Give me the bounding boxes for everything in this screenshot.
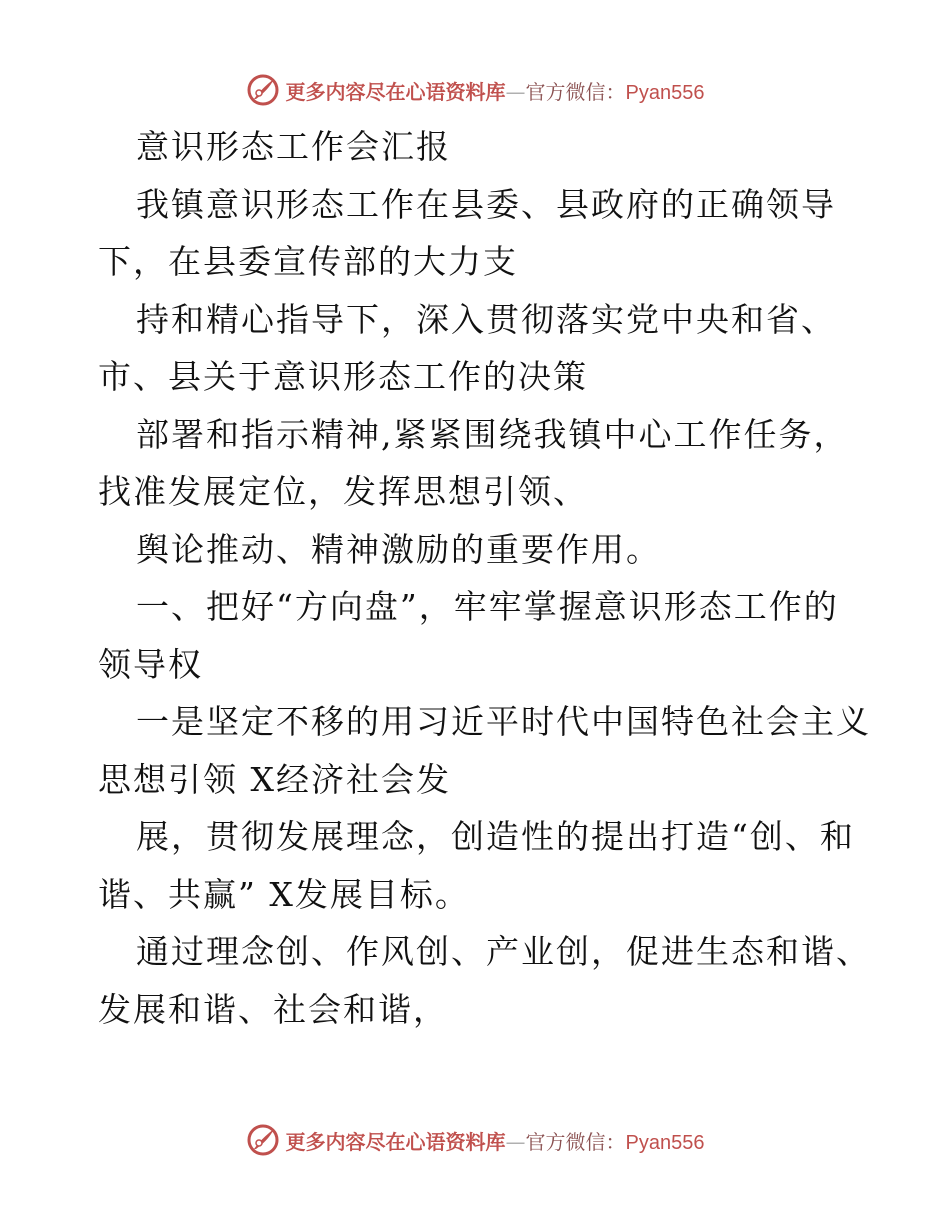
paragraph [98, 406, 858, 521]
text-line: 找准发展定位，发挥思想引领、 [98, 472, 588, 511]
paragraph [98, 923, 871, 1038]
text-line: 领导权 [98, 644, 203, 684]
watermark-text [286, 76, 705, 105]
section-heading [98, 578, 858, 693]
text-line: 通过理念创、作风创、产业创，促进生态和谐、 [136, 932, 871, 971]
paragraph [98, 521, 858, 579]
watermark-site: 更多内容尽在心语资料库 [285, 1129, 506, 1154]
text-line: 我镇意识形态工作在县委、县政府的正确领导 [136, 184, 836, 224]
text-line: 持和精心指导下，深入贯彻落实党中央和省、 [136, 299, 836, 339]
text-line: 意识形态工作会汇报 [136, 127, 451, 166]
paragraph [98, 808, 858, 923]
header-watermark [0, 70, 950, 110]
watermark-text [286, 1126, 705, 1155]
quill-logo-icon [246, 73, 280, 107]
text-line: 舆论推动、精神激励的重要作用。 [136, 529, 661, 569]
text-line: 一是坚定不移的用习近平时代中国特色社会主义 [136, 702, 871, 741]
paragraph [98, 176, 858, 291]
footer-watermark [0, 1120, 950, 1160]
document-title [98, 118, 858, 176]
text-line: 一、把好“方向盘”，牢牢掌握意识形态工作的 [136, 587, 839, 626]
text-line: 下，在县委宣传部的大力支 [98, 242, 518, 281]
text-line: 谐、共赢” X发展目标。 [98, 874, 470, 914]
watermark-site: 更多内容尽在心语资料库 [285, 79, 506, 104]
text-line: 思想引领 X经济社会发 [98, 759, 451, 799]
document-body [98, 118, 871, 1038]
watermark-id: Pyan556 [625, 1131, 705, 1154]
watermark-separator: — [505, 79, 526, 104]
watermark-separator: — [505, 1129, 526, 1154]
watermark-label: 官方微信： [525, 1129, 626, 1154]
paragraph [98, 291, 858, 406]
text-line: 展，贯彻发展理念，创造性的提出打造“创、和 [136, 817, 855, 856]
watermark-label: 官方微信： [525, 79, 626, 104]
quill-logo-icon [246, 1123, 280, 1157]
text-line: 市、县关于意识形态工作的决策 [98, 357, 588, 396]
text-line: 部署和指示精神,紧紧围绕我镇中心工作任务， [136, 414, 849, 454]
text-line: 发展和谐、社会和谐， [98, 989, 448, 1029]
paragraph [98, 693, 871, 808]
watermark-id: Pyan556 [625, 81, 705, 104]
